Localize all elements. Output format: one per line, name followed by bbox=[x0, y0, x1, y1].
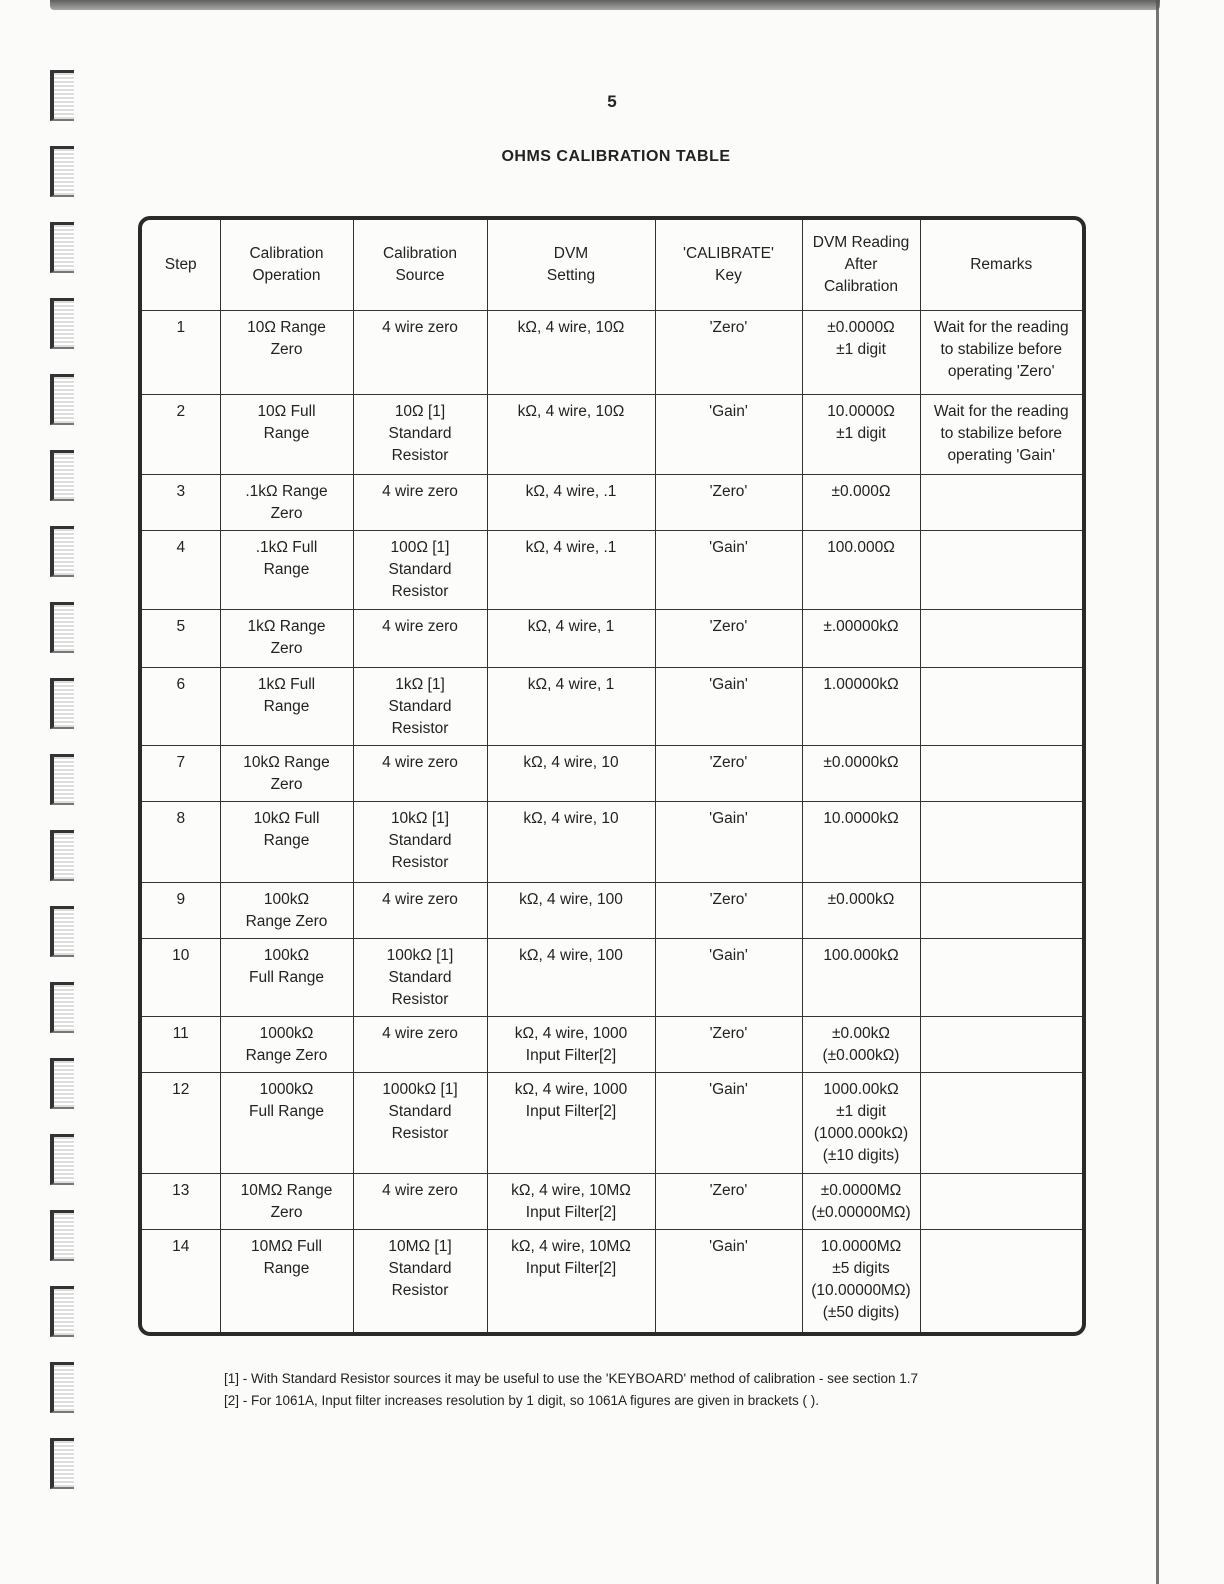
cell-text: Range bbox=[263, 832, 310, 850]
table-cell bbox=[353, 802, 487, 882]
binding-ring bbox=[50, 1058, 74, 1109]
table-cell bbox=[220, 1017, 353, 1073]
cell-text: ±0.000kΩ bbox=[827, 890, 895, 908]
table-cell bbox=[920, 1073, 1082, 1173]
cell-text: 'Zero' bbox=[709, 1025, 748, 1043]
cell-text: kΩ, 4 wire, .1 bbox=[525, 483, 617, 501]
binding-ring bbox=[50, 678, 74, 729]
column-header bbox=[802, 220, 920, 310]
cell-text: 9 bbox=[176, 890, 186, 908]
cell-text: .1kΩ Range bbox=[245, 483, 328, 501]
page-title: OHMS CALIBRATION TABLE bbox=[501, 148, 731, 165]
cell-text: 1.00000kΩ bbox=[823, 675, 899, 693]
table-cell bbox=[220, 609, 353, 667]
cell-text: Range Zero bbox=[245, 1047, 328, 1065]
cell-text: Standard bbox=[388, 1260, 452, 1278]
cell-text: 10Ω Range bbox=[247, 318, 326, 336]
column-header bbox=[920, 220, 1082, 310]
table-cell bbox=[142, 310, 220, 394]
cell-text: 11 bbox=[172, 1025, 189, 1043]
cell-text: 10kΩ Full bbox=[253, 810, 320, 828]
table-row bbox=[142, 1017, 1082, 1073]
table-cell bbox=[920, 531, 1082, 609]
table-cell bbox=[220, 938, 353, 1016]
table-cell bbox=[487, 1073, 655, 1173]
cell-text: Zero bbox=[270, 505, 303, 523]
table-cell bbox=[487, 882, 655, 938]
table-cell bbox=[802, 1173, 920, 1229]
column-header-text: Calibration bbox=[382, 244, 458, 262]
table-cell bbox=[487, 475, 655, 531]
table-cell bbox=[353, 394, 487, 474]
cell-text: Zero bbox=[270, 776, 303, 794]
cell-text: 1000kΩ bbox=[259, 1025, 314, 1043]
table-cell bbox=[220, 475, 353, 531]
table-cell bbox=[655, 746, 802, 802]
cell-text: 1 bbox=[176, 318, 186, 336]
table-cell bbox=[220, 1173, 353, 1229]
table-cell bbox=[353, 609, 487, 667]
table-cell bbox=[353, 310, 487, 394]
table-cell bbox=[920, 746, 1082, 802]
calibration-table-frame bbox=[138, 216, 1086, 1336]
table-cell bbox=[802, 882, 920, 938]
cell-text: 12 bbox=[172, 1081, 190, 1099]
binding-ring bbox=[50, 1286, 74, 1337]
cell-text: kΩ, 4 wire, 10MΩ bbox=[511, 1181, 631, 1199]
cell-text: 6 bbox=[176, 675, 186, 693]
table-cell bbox=[487, 394, 655, 474]
cell-text: ±1 digit bbox=[836, 424, 886, 442]
table-cell bbox=[487, 1230, 655, 1332]
table-cell bbox=[220, 394, 353, 474]
cell-text: 4 wire zero bbox=[382, 483, 458, 501]
binding-ring bbox=[50, 1134, 74, 1185]
cell-text: Zero bbox=[270, 1203, 303, 1221]
page-right-edge bbox=[1156, 0, 1159, 1584]
table-cell bbox=[142, 1173, 220, 1229]
cell-text: Range bbox=[263, 697, 310, 715]
binding-ring bbox=[50, 982, 74, 1033]
table-cell bbox=[353, 667, 487, 745]
table-body bbox=[142, 310, 1082, 1332]
cell-text: ±5 digits bbox=[832, 1260, 890, 1278]
table-cell bbox=[353, 1073, 487, 1173]
cell-text: 10MΩ Full bbox=[250, 1238, 323, 1256]
ohms-calibration-table bbox=[142, 220, 1082, 1332]
cell-text: kΩ, 4 wire, 10Ω bbox=[517, 402, 625, 420]
cell-text: kΩ, 4 wire, 100 bbox=[519, 946, 623, 964]
cell-text: (1000.000kΩ) bbox=[813, 1125, 909, 1143]
table-cell bbox=[655, 609, 802, 667]
table-cell bbox=[655, 531, 802, 609]
cell-text: 4 bbox=[176, 539, 186, 557]
cell-text: 10Ω [1] bbox=[394, 402, 446, 420]
cell-text: kΩ, 4 wire, .1 bbox=[525, 539, 617, 557]
cell-text: 100kΩ bbox=[263, 890, 310, 908]
cell-text: 100kΩ [1] bbox=[386, 946, 454, 964]
table-row bbox=[142, 394, 1082, 474]
table-cell bbox=[142, 882, 220, 938]
cell-text: Zero bbox=[270, 340, 303, 358]
cell-text: 10.0000MΩ bbox=[820, 1238, 902, 1256]
table-cell bbox=[920, 938, 1082, 1016]
cell-text: 1000kΩ bbox=[259, 1081, 314, 1099]
table-cell bbox=[220, 1073, 353, 1173]
table-cell bbox=[142, 1073, 220, 1173]
binding-ring bbox=[50, 602, 74, 653]
table-cell bbox=[920, 394, 1082, 474]
table-cell bbox=[353, 746, 487, 802]
cell-text: kΩ, 4 wire, 10 bbox=[523, 754, 619, 772]
cell-text: ±0.0000kΩ bbox=[823, 754, 899, 772]
binding-ring bbox=[50, 906, 74, 957]
cell-text: Resistor bbox=[391, 1125, 449, 1143]
cell-text: 1kΩ Range bbox=[247, 617, 326, 635]
table-cell bbox=[655, 1017, 802, 1073]
cell-text: Full Range bbox=[249, 968, 324, 986]
cell-text: operating 'Zero' bbox=[947, 362, 1055, 380]
cell-text: 10.0000kΩ bbox=[823, 810, 899, 828]
table-cell bbox=[487, 746, 655, 802]
cell-text: 10kΩ Range bbox=[243, 754, 330, 772]
cell-text: kΩ, 4 wire, 10MΩ bbox=[511, 1238, 631, 1256]
footnotes bbox=[224, 1368, 1044, 1412]
table-cell bbox=[487, 802, 655, 882]
cell-text: 'Zero' bbox=[709, 483, 748, 501]
column-header bbox=[487, 220, 655, 310]
cell-text: Standard bbox=[388, 968, 452, 986]
table-cell bbox=[655, 1173, 802, 1229]
table-header-row bbox=[142, 220, 1082, 310]
cell-text: kΩ, 4 wire, 1 bbox=[527, 675, 615, 693]
table-cell bbox=[920, 609, 1082, 667]
table-cell bbox=[220, 1230, 353, 1332]
table-cell bbox=[655, 394, 802, 474]
table-cell bbox=[920, 1230, 1082, 1332]
column-header bbox=[142, 220, 220, 310]
table-cell bbox=[802, 746, 920, 802]
table-cell bbox=[487, 938, 655, 1016]
table-cell bbox=[920, 1017, 1082, 1073]
table-cell bbox=[920, 882, 1082, 938]
column-header-text: DVM bbox=[553, 244, 589, 262]
cell-text: 100Ω [1] bbox=[390, 539, 450, 557]
cell-text: 10.0000Ω bbox=[827, 402, 895, 420]
binding-ring bbox=[50, 222, 74, 273]
cell-text: 4 wire zero bbox=[382, 318, 458, 336]
cell-text: kΩ, 4 wire, 10 bbox=[523, 810, 619, 828]
cell-text: 4 wire zero bbox=[382, 754, 458, 772]
cell-text: kΩ, 4 wire, 10Ω bbox=[517, 318, 625, 336]
column-header-text: Source bbox=[395, 266, 445, 284]
cell-text: 10kΩ [1] bbox=[390, 810, 450, 828]
table-cell bbox=[142, 531, 220, 609]
cell-text: 'Zero' bbox=[709, 890, 748, 908]
cell-text: 1kΩ [1] bbox=[395, 675, 445, 693]
table-cell bbox=[353, 1173, 487, 1229]
binding-ring bbox=[50, 526, 74, 577]
table-cell bbox=[142, 394, 220, 474]
column-header-text: DVM Reading bbox=[812, 233, 910, 251]
cell-text: Range bbox=[263, 424, 310, 442]
table-cell bbox=[353, 882, 487, 938]
table-row bbox=[142, 882, 1082, 938]
table-cell bbox=[142, 1230, 220, 1332]
table-row bbox=[142, 802, 1082, 882]
cell-text: ±0.00kΩ bbox=[831, 1025, 890, 1043]
column-header-text: Calibration bbox=[823, 277, 899, 295]
cell-text: Resistor bbox=[391, 446, 449, 464]
table-cell bbox=[655, 1230, 802, 1332]
cell-text: 5 bbox=[176, 617, 186, 635]
table-row bbox=[142, 1073, 1082, 1173]
cell-text: Input Filter[2] bbox=[525, 1260, 617, 1278]
binding-ring bbox=[50, 298, 74, 349]
table-cell bbox=[655, 475, 802, 531]
cell-text: Resistor bbox=[391, 854, 449, 872]
page-top-edge bbox=[50, 0, 1160, 10]
cell-text: 100kΩ bbox=[263, 946, 310, 964]
cell-text: 'Gain' bbox=[709, 1238, 748, 1256]
spiral-binding bbox=[50, 70, 72, 1570]
table-cell bbox=[142, 1017, 220, 1073]
cell-text: Standard bbox=[388, 1103, 452, 1121]
cell-text: .1kΩ Full bbox=[255, 539, 318, 557]
cell-text: 'Zero' bbox=[709, 754, 748, 772]
column-header-text: 'CALIBRATE' bbox=[683, 244, 774, 262]
table-cell bbox=[353, 1230, 487, 1332]
cell-text: 100.000kΩ bbox=[823, 946, 899, 964]
cell-text: Resistor bbox=[391, 990, 449, 1008]
table-row bbox=[142, 1230, 1082, 1332]
cell-text: 7 bbox=[176, 754, 186, 772]
table-cell bbox=[920, 1173, 1082, 1229]
table-cell bbox=[220, 746, 353, 802]
column-header-text: Key bbox=[715, 266, 742, 284]
table-cell bbox=[802, 1073, 920, 1173]
cell-text: kΩ, 4 wire, 1000 bbox=[514, 1081, 628, 1099]
cell-text: 3 bbox=[176, 483, 186, 501]
table-cell bbox=[142, 746, 220, 802]
table-cell bbox=[353, 475, 487, 531]
cell-text: 1000.00kΩ bbox=[823, 1081, 899, 1099]
binding-ring bbox=[50, 450, 74, 501]
cell-text: Wait for the reading bbox=[933, 318, 1069, 336]
binding-ring bbox=[50, 374, 74, 425]
cell-text: 'Gain' bbox=[709, 675, 748, 693]
cell-text: to stabilize before bbox=[940, 340, 1062, 358]
cell-text: Resistor bbox=[391, 719, 449, 737]
cell-text: Range Zero bbox=[245, 912, 328, 930]
cell-text: operating 'Gain' bbox=[947, 446, 1056, 464]
page-number: 5 bbox=[607, 92, 617, 111]
cell-text: 'Zero' bbox=[709, 318, 748, 336]
table-cell bbox=[220, 667, 353, 745]
cell-text: 4 wire zero bbox=[382, 1025, 458, 1043]
table-row bbox=[142, 667, 1082, 745]
binding-ring bbox=[50, 1362, 74, 1413]
table-cell bbox=[655, 1073, 802, 1173]
column-header-text: After bbox=[844, 255, 878, 273]
cell-text: Standard bbox=[388, 697, 452, 715]
cell-text: ±0.0000MΩ bbox=[820, 1181, 902, 1199]
cell-text: kΩ, 4 wire, 1000 bbox=[514, 1025, 628, 1043]
cell-text: 'Zero' bbox=[709, 617, 748, 635]
cell-text: Input Filter[2] bbox=[525, 1047, 617, 1065]
cell-text: 4 wire zero bbox=[382, 1181, 458, 1199]
table-cell bbox=[142, 475, 220, 531]
table-cell bbox=[655, 802, 802, 882]
table-cell bbox=[220, 310, 353, 394]
cell-text: ±0.0000Ω bbox=[827, 318, 895, 336]
column-header-text: Remarks bbox=[970, 255, 1033, 273]
table-cell bbox=[142, 938, 220, 1016]
cell-text: 'Gain' bbox=[709, 539, 748, 557]
table-cell bbox=[655, 310, 802, 394]
table-cell bbox=[802, 667, 920, 745]
table-cell bbox=[920, 475, 1082, 531]
table-cell bbox=[487, 667, 655, 745]
cell-text: 'Zero' bbox=[709, 1181, 748, 1199]
cell-text: 13 bbox=[172, 1181, 190, 1199]
cell-text: (±0.000kΩ) bbox=[822, 1047, 900, 1065]
table-cell bbox=[802, 394, 920, 474]
binding-ring bbox=[50, 1210, 74, 1261]
cell-text: 2 bbox=[176, 402, 186, 420]
column-header-text: Operation bbox=[252, 266, 321, 284]
cell-text: Resistor bbox=[391, 583, 449, 601]
table-cell bbox=[802, 938, 920, 1016]
table-cell bbox=[220, 531, 353, 609]
table-cell bbox=[353, 531, 487, 609]
binding-ring bbox=[50, 830, 74, 881]
binding-ring bbox=[50, 754, 74, 805]
table-cell bbox=[802, 1230, 920, 1332]
column-header-text: Calibration bbox=[249, 244, 324, 262]
cell-text: ±1 digit bbox=[836, 1103, 886, 1121]
table-row bbox=[142, 1173, 1082, 1229]
column-header bbox=[220, 220, 353, 310]
cell-text: 8 bbox=[176, 810, 186, 828]
cell-text: 4 wire zero bbox=[382, 617, 458, 635]
cell-text: (10.00000MΩ) bbox=[811, 1282, 911, 1300]
cell-text: Zero bbox=[270, 639, 303, 657]
cell-text: 10 bbox=[172, 946, 190, 964]
cell-text: Standard bbox=[388, 561, 452, 579]
table-row bbox=[142, 475, 1082, 531]
table-cell bbox=[353, 1017, 487, 1073]
table-cell bbox=[920, 667, 1082, 745]
cell-text: Wait for the reading bbox=[933, 402, 1069, 420]
table-cell bbox=[142, 609, 220, 667]
table-cell bbox=[802, 475, 920, 531]
table-cell bbox=[655, 938, 802, 1016]
column-header bbox=[353, 220, 487, 310]
table-row bbox=[142, 938, 1082, 1016]
cell-text: Range bbox=[263, 1260, 310, 1278]
cell-text: Input Filter[2] bbox=[525, 1203, 617, 1221]
cell-text: Standard bbox=[388, 424, 452, 442]
cell-text: 100.000Ω bbox=[827, 539, 895, 557]
cell-text: 'Gain' bbox=[709, 1081, 748, 1099]
cell-text: 14 bbox=[172, 1238, 190, 1256]
table-cell bbox=[802, 802, 920, 882]
cell-text: 10MΩ Range bbox=[240, 1181, 333, 1199]
table-cell bbox=[353, 938, 487, 1016]
cell-text: (±10 digits) bbox=[822, 1147, 900, 1165]
column-header-text: Setting bbox=[546, 266, 596, 284]
footnote-1: [1] - With Standard Resistor sources it may be useful to use the 'KEYBOARD' method of calibration - see section 1.7 bbox=[224, 1371, 918, 1386]
table-cell bbox=[655, 882, 802, 938]
cell-text: (±0.00000MΩ) bbox=[811, 1203, 911, 1221]
table-cell bbox=[487, 1173, 655, 1229]
table-row bbox=[142, 609, 1082, 667]
cell-text: Standard bbox=[388, 832, 452, 850]
table-cell bbox=[220, 882, 353, 938]
table-cell bbox=[142, 802, 220, 882]
cell-text: Full Range bbox=[249, 1103, 324, 1121]
cell-text: to stabilize before bbox=[940, 424, 1062, 442]
cell-text: 4 wire zero bbox=[382, 890, 458, 908]
table-cell bbox=[802, 609, 920, 667]
table-cell bbox=[802, 1017, 920, 1073]
table-row bbox=[142, 746, 1082, 802]
cell-text: (±50 digits) bbox=[822, 1304, 900, 1322]
table-row bbox=[142, 310, 1082, 394]
cell-text: 'Gain' bbox=[709, 946, 748, 964]
table-cell bbox=[220, 802, 353, 882]
table-cell bbox=[802, 310, 920, 394]
cell-text: ±.00000kΩ bbox=[823, 617, 899, 635]
column-header bbox=[655, 220, 802, 310]
table-cell bbox=[487, 1017, 655, 1073]
cell-text: 1kΩ Full bbox=[257, 675, 316, 693]
cell-text: ±1 digit bbox=[836, 340, 886, 358]
cell-text: 10MΩ [1] bbox=[388, 1238, 452, 1256]
table-cell bbox=[487, 310, 655, 394]
cell-text: Input Filter[2] bbox=[525, 1103, 617, 1121]
cell-text: kΩ, 4 wire, 100 bbox=[519, 890, 623, 908]
table-row bbox=[142, 531, 1082, 609]
table-cell bbox=[920, 310, 1082, 394]
cell-text: Resistor bbox=[391, 1282, 449, 1300]
cell-text: ±0.000Ω bbox=[831, 483, 891, 501]
table-cell bbox=[487, 609, 655, 667]
table-cell bbox=[802, 531, 920, 609]
binding-ring bbox=[50, 1438, 74, 1489]
table-cell bbox=[487, 531, 655, 609]
column-header-text: Step bbox=[164, 255, 197, 273]
cell-text: Range bbox=[263, 561, 310, 579]
cell-text: 10Ω Full bbox=[257, 402, 316, 420]
footnote-2: [2] - For 1061A, Input filter increases resolution by 1 digit, so 1061A figures are given in brackets ( ). bbox=[224, 1393, 820, 1408]
table-cell bbox=[655, 667, 802, 745]
cell-text: kΩ, 4 wire, 1 bbox=[527, 617, 615, 635]
table-cell bbox=[920, 802, 1082, 882]
cell-text: 'Gain' bbox=[709, 402, 748, 420]
table-cell bbox=[142, 667, 220, 745]
cell-text: 1000kΩ [1] bbox=[382, 1081, 458, 1099]
cell-text: 'Gain' bbox=[709, 810, 748, 828]
